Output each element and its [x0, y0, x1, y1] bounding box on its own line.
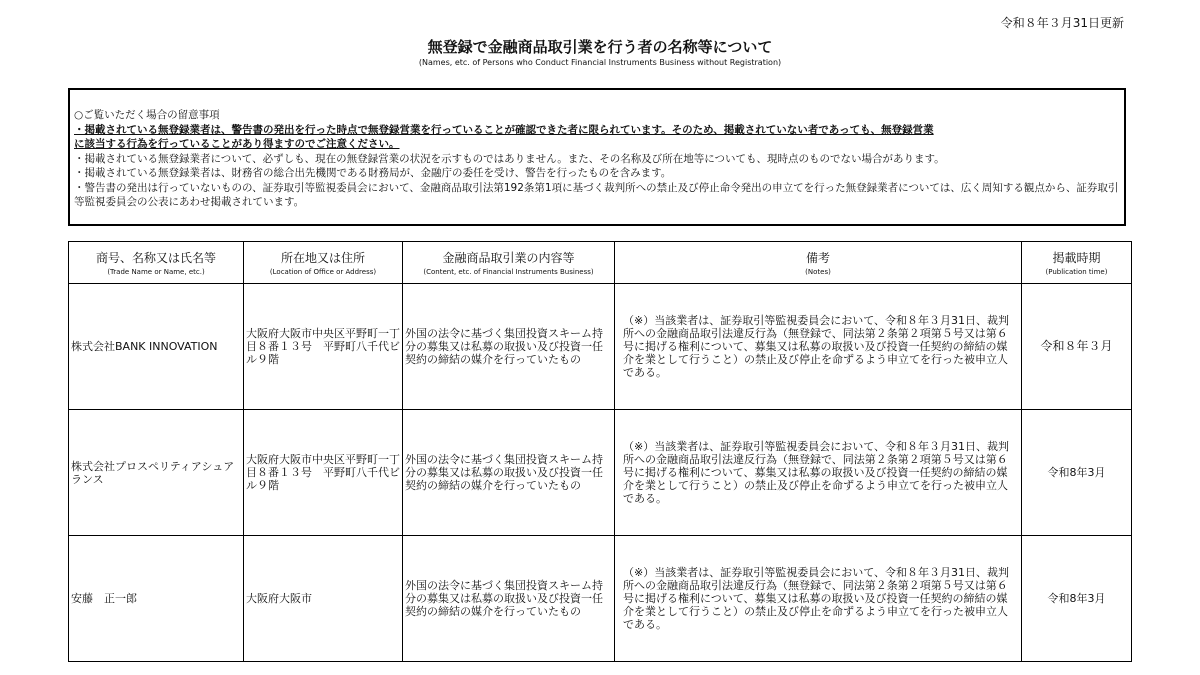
cell-address: 大阪府大阪市 — [244, 536, 403, 662]
column-header-label-en: (Notes) — [805, 268, 831, 276]
notice-box — [68, 88, 1126, 226]
column-header-notes — [615, 242, 1022, 284]
page-title: 無登録で金融商品取引業を行う者の名称等について — [427, 38, 773, 56]
registry-table — [68, 241, 1132, 662]
cell-address: 大阪府大阪市中央区平野町一丁目８番１３号 平野町八千代ビル９階 — [244, 284, 403, 410]
cell-notes: （※）当該業者は、証券取引等監視委員会において、令和８年３月31日、裁判所への金融商品取引法違反行為（無登録で、同法第２条第２項第５号又は第６号に掲げる権利について、募集又は私募の取扱い及び投資一任契約の締結の媒介を業として行うこと）の禁止及び停止を命ずるよう申立てを行った被申立人である。 — [615, 536, 1022, 662]
column-header-label-en: (Location of Office or Address) — [269, 268, 377, 276]
cell-name: 安藤 正一郎 — [69, 536, 244, 662]
cell-name: 株式会社プロスペリティアシュアランス — [69, 410, 244, 536]
column-header-label: 商号、名称又は氏名等 — [95, 251, 216, 265]
column-header-address — [244, 242, 403, 284]
column-header-label: 金融商品取引業の内容等 — [442, 251, 575, 265]
cell-notes: （※）当該業者は、証券取引等監視委員会において、令和８年３月31日、裁判所への金融商品取引法違反行為（無登録で、同法第２条第２項第５号又は第６号に掲げる権利について、募集又は私募の取扱い及び投資一任契約の締結の媒介を業として行うこと）の禁止及び停止を命ずるよう申立てを行った被申立人である。 — [615, 410, 1022, 536]
cell-publication: 令和8年3月 — [1022, 410, 1132, 536]
cell-publication: 令和8年3月 — [1022, 536, 1132, 662]
column-header-label: 掲載時期 — [1052, 251, 1101, 265]
cell-content: 外国の法令に基づく集団投資スキーム持分の募集又は私募の取扱い及び投資一任契約の締結の媒介を行っていたもの — [403, 284, 615, 410]
notice-item: ・掲載されている無登録業者について、必ずしも、現在の無登録営業の状況を示すものではありません。また、その名称及び所在地等についても、現時点のものでない場合があります。 — [74, 152, 945, 165]
column-header-content — [403, 242, 615, 284]
notice-item: ・掲載されている無登録業者は、財務省の総合出先機関である財務局が、金融庁の委任を受け、警告を行ったものを含みます。 — [74, 167, 672, 179]
notice-bold-line: に該当する行為を行っていることがあり得ますのでご注意ください。 — [74, 138, 400, 150]
cell-publication: 令和８年３月 — [1022, 284, 1132, 410]
column-header-label: 備考 — [805, 251, 830, 265]
column-header-publication — [1022, 242, 1132, 284]
update-date: 令和８年３月31日更新 — [1000, 16, 1124, 30]
column-header-label-en: (Publication time) — [1045, 268, 1108, 276]
table-row — [69, 284, 1132, 410]
notice-item: ・警告書の発出は行っていないものの、証券取引等監視委員会において、金融商品取引法第192条第1項に基づく裁判所への禁止及び停止命令発出の申立てを行った無登録業者については、広く周知する観点から、証券取引等監視委員会の公表にあわせ掲載されています。 — [74, 181, 1119, 208]
notice-heading: ○ご覧いただく場合の留意事項 — [74, 109, 220, 121]
table-row — [69, 410, 1132, 536]
notice-bold-line: ・掲載されている無登録業者は、警告書の発出を行った時点で無登録営業を行っていることが確認できた者に限られています。そのため、掲載されていない者であっても、無登録営業 — [74, 123, 934, 136]
column-header-name — [69, 242, 244, 284]
column-header-label-en: (Trade Name or Name, etc.) — [107, 268, 205, 276]
cell-name: 株式会社BANK INNOVATION — [69, 284, 244, 410]
table-row — [69, 536, 1132, 662]
page-subtitle: (Names, etc. of Persons who Conduct Financial Instruments Business without Registration) — [418, 58, 782, 67]
cell-content: 外国の法令に基づく集団投資スキーム持分の募集又は私募の取扱い及び投資一任契約の締結の媒介を行っていたもの — [403, 536, 615, 662]
cell-notes: （※）当該業者は、証券取引等監視委員会において、令和８年３月31日、裁判所への金融商品取引法違反行為（無登録で、同法第２条第２項第５号又は第６号に掲げる権利について、募集又は私募の取扱い及び投資一任契約の締結の媒介を業として行うこと）の禁止及び停止を命ずるよう申立てを行った被申立人である。 — [615, 284, 1022, 410]
table-header-row — [69, 242, 1132, 284]
cell-address: 大阪府大阪市中央区平野町一丁目８番１３号 平野町八千代ビル９階 — [244, 410, 403, 536]
column-header-label-en: (Content, etc. of Financial Instruments Business) — [423, 268, 594, 276]
cell-content: 外国の法令に基づく集団投資スキーム持分の募集又は私募の取扱い及び投資一任契約の締結の媒介を行っていたもの — [403, 410, 615, 536]
column-header-label: 所在地又は住所 — [280, 251, 365, 265]
